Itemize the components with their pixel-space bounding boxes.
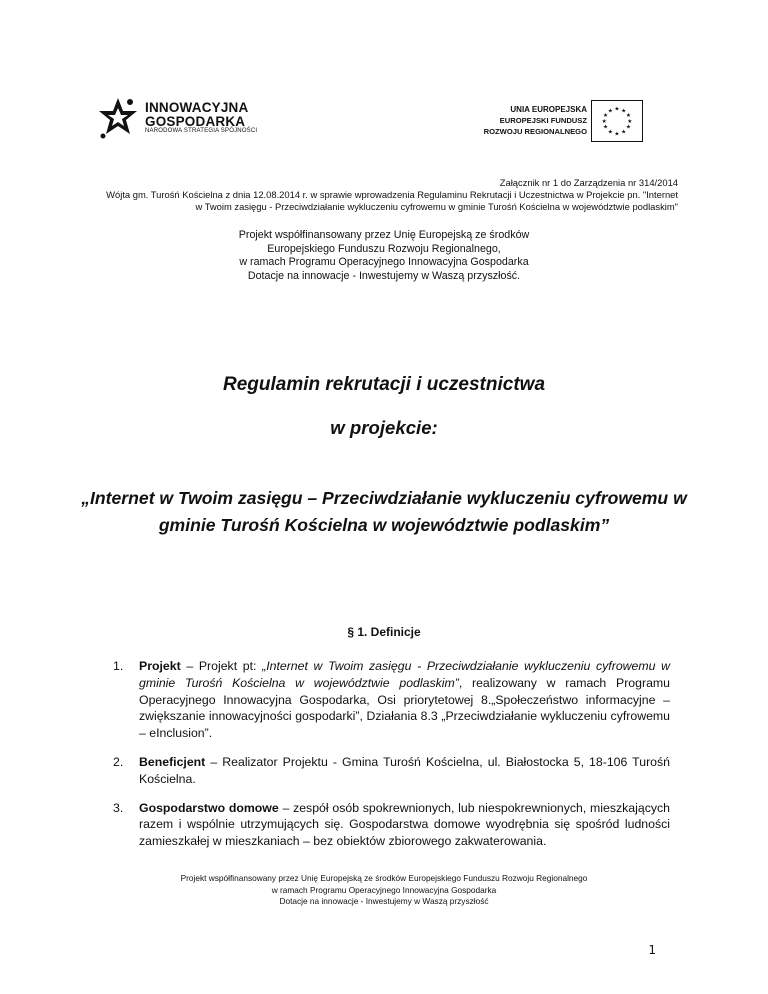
item-number: 2.: [113, 754, 124, 769]
cofin-line3: w ramach Programu Operacyjnego Innowacyjna Gospodarka: [239, 256, 529, 269]
svg-text:★: ★: [625, 113, 631, 120]
definition-item: [113, 800, 670, 850]
svg-text:★: ★: [603, 124, 609, 131]
definition-text: – Realizator Projektu - Gmina Turośń Kościelna, ul. Białostocka 5, 18-106 Turośń Kościelna.: [139, 754, 670, 786]
section-heading: § 1. Definicje: [347, 625, 421, 639]
svg-text:★: ★: [627, 118, 633, 125]
eu-flag-icon: [591, 100, 643, 142]
svg-text:★: ★: [614, 106, 620, 113]
svg-text:★: ★: [607, 129, 613, 136]
item-number: 1.: [113, 659, 124, 673]
svg-text:★: ★: [601, 118, 607, 125]
logo-tagline: NARODOWA STRATEGIA SPÓJNOŚCI: [145, 128, 258, 134]
page-number: 1: [648, 943, 656, 957]
definitions-list: [113, 658, 670, 862]
project-title-line1: „Internet w Twoim zasięgu – Przeciwdziałanie wykluczeniu cyfrowemu w: [81, 488, 687, 508]
definition-item: [113, 658, 670, 742]
document-title: Regulamin rekrutacji i uczestnictwa: [222, 374, 546, 395]
page-footer: [0, 873, 768, 908]
definition-term: Beneficjent: [139, 754, 206, 769]
cofin-line4: Dotacje na innowacje - Inwestujemy w Waszą przyszłość.: [247, 269, 521, 282]
footer-line1: Projekt współfinansowany przez Unię Europejską ze środków Europejskiego Funduszu Rozwoju Regionalnego: [180, 873, 588, 883]
svg-text:★: ★: [607, 108, 613, 115]
svg-text:★: ★: [603, 113, 609, 120]
eu-line3: ROZWOJU REGIONALNEGO: [483, 127, 587, 136]
annex-note: [58, 177, 678, 214]
project-title-line2: gminie Turośń Kościelna w województwie podlaskim”: [158, 515, 610, 535]
definition-term: Projekt: [139, 659, 181, 673]
cofin-line1: Projekt współfinansowany przez Unię Europejską ze środków: [238, 229, 530, 241]
star-figure-icon: [97, 96, 139, 140]
svg-text:★: ★: [621, 129, 627, 136]
definition-italic: „Internet w Twoim zasięgu - Przeciwdziałanie wykluczeniu cyfrowemu w gminie Turośń Kościelna w województwie podlaskim”: [139, 659, 670, 690]
cofin-line2: Europejskiego Funduszu Rozwoju Regionalnego,: [267, 242, 501, 255]
svg-text:★: ★: [614, 131, 620, 138]
svg-text:★: ★: [621, 108, 627, 115]
definition-text: – zespół osób spokrewnionych, lub niespokrewnionych, mieszkających razem i wspólnie utrzymujących się. Gospodarstwa domowe wyodrębnia się spośród ludności zamieszkałej w mieszkaniach – bez obiektów zbiorowego zakwaterowania.: [139, 800, 671, 849]
svg-text:★: ★: [625, 124, 631, 131]
eu-line1: UNIA EUROPEJSKA: [510, 105, 587, 114]
footer-line3: Dotacje na innowacje - Inwestujemy w Waszą przyszłość: [279, 896, 489, 907]
definition-term: Gospodarstwo domowe: [139, 800, 279, 815]
footer-line2: w ramach Programu Operacyjnego Innowacyjna Gospodarka: [271, 884, 497, 895]
document-subtitle: w projekcie:: [330, 417, 438, 438]
innowacyjna-gospodarka-logo: [97, 96, 277, 142]
item-number: 3.: [113, 800, 124, 815]
annex-line2: Wójta gm. Turośń Kościelna z dnia 12.08.2014 r. w sprawie wprowadzenia Regulaminu Rekrutacji i Uczestnictwa w Projekcie pn. "Internet: [106, 189, 678, 201]
eu-logo: [462, 100, 672, 146]
cofinancing-note: [0, 229, 768, 283]
definition-pre: – Projekt pt:: [180, 659, 263, 673]
annex-line3: w Twoim zasięgu - Przeciwdziałanie wykluczeniu cyfrowemu w gminie Turośń Kościelna w województwie podlaskim": [195, 201, 678, 213]
definition-item: [113, 754, 670, 788]
eu-line2: EUROPEJSKI FUNDUSZ: [499, 116, 587, 125]
project-title: [0, 485, 768, 539]
annex-line1: Załącznik nr 1 do Zarządzenia nr 314/2014: [499, 177, 678, 188]
definition-text: , realizowany w ramach Programu Operacyjnego Innowacyjna Gospodarka, Osi priorytetowej 8.„Społeczeństwo informacyjne – zwiększanie innowacyjności gospodarki”, Działania 8.3 „Przeciwdziałanie wykluczeniu cyfrowemu – eInclusion”.: [139, 675, 670, 741]
logo-line1: INNOWACYJNA: [145, 100, 249, 115]
logo-line2: GOSPODARKA: [145, 114, 246, 129]
